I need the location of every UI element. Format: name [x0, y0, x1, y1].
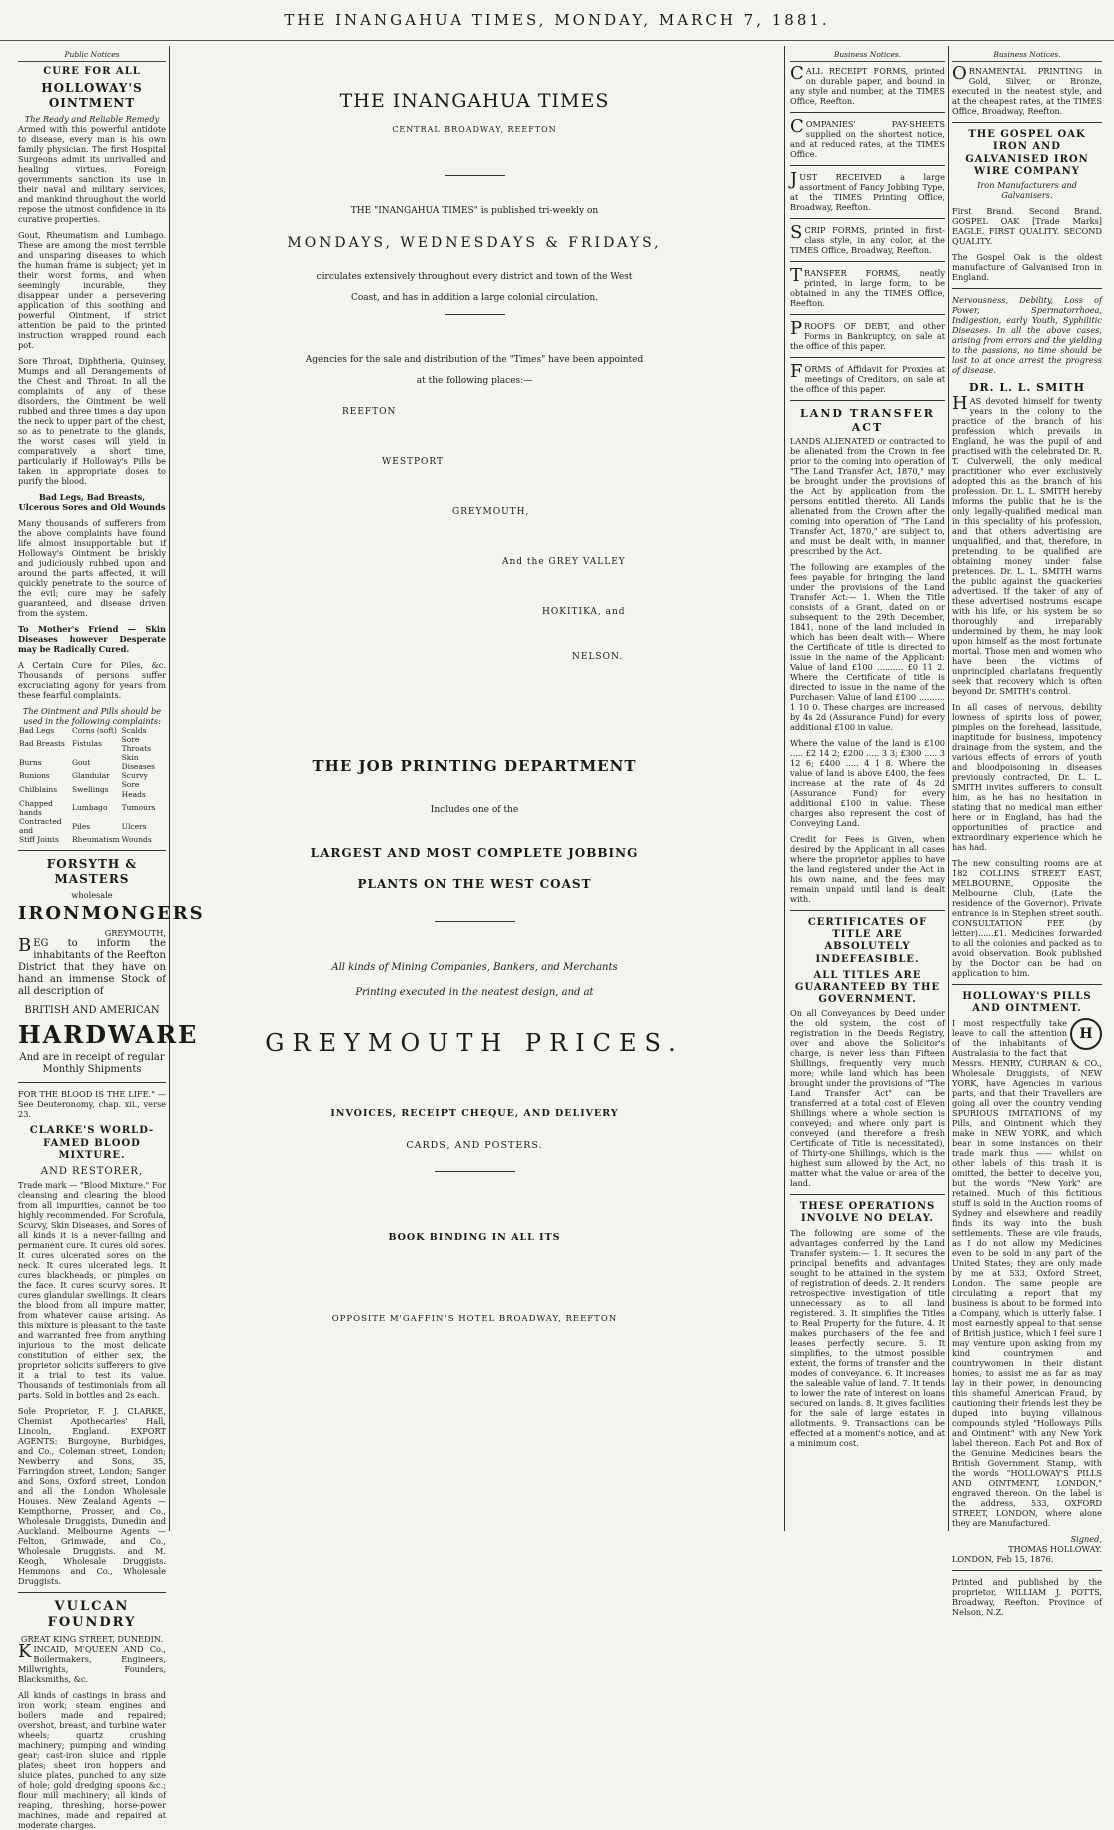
- divider: [18, 1592, 166, 1593]
- clarke-title: CLARKE'S WORLD-FAMED BLOOD MIXTURE.: [29, 1125, 155, 1161]
- divider: [790, 314, 945, 315]
- divider: [790, 165, 945, 166]
- holloway-title: HOLLOWAY'S OINTMENT: [41, 81, 143, 110]
- holloway-notice-body: H I most respectfully take leave to call the attention of the inhabitants of Australasia to the fact that Messrs. HENRY, CURRAN & CO., Wholesale Druggists, of NEW YORK, have Agencies in various parts, and that their Travellers are going all over the country vending SPURIOUS IMITATIONS of my Pills, and Ointment which they make in NEW YORK, and which bear in some instances on their trade mark thus —— whilst on other labels of this trash it is omitted, the better to deceive you, but the words "New York" are retained. Much of this fictitious stuff is sold in the Auction rooms of Sydney and elsewhere and readily finds its way into the bush settlements. These are vile frauds, as I do not allow my Medicines even to be sold in any part of the United States; they are only made by me at 533, Oxford Street, London. The same people are circulating a report that my business is about to be formed into a Company, which is utterly false. I most earnestly appeal to that sense of British justice, which I feel sure I may venture upon asking from my kind countrymen and countrywomen in their distant homes, to assist me as far as may lay in their power, in denouncing this shameful American Fraud, by cautioning their friends lest they be duped into buying villainous compounds styled "Holloways Pills and Ointment" with any New York label thereon. Each Pot and Box of the Genuine Medicines bears the British Government Stamp, with the words "HOLLOWAY'S PILLS AND OINTMENT, LONDON," engraved thereon. On the label is the address, 533, OXFORD STREET, LONDON, where alone they are Manufactured.: [952, 1017, 1102, 1528]
- gospel-oak-sub: Iron Manufacturers and Galvanisers.: [977, 179, 1077, 200]
- clarke-agents: Sole Proprietor, F. J. CLARKE, Chemist Apothecaries' Hall, Lincoln, England. EXPORT AGENTS: Burgoyne, Burbidges, and Co., Coleman street, London; Newberry and Sons, 35, Farringdon street, London; Sanger and Sons, Oxford street, London and all the London Wholesale Houses. New Zealand Agents — Kempthorne, Prosser, and Co., Wholesale Druggists, Dunedin and Auckland. Melbourne Agents — Felton, Grimwade, and Co., Wholesale Druggists. and M. Keogh, Wholesale Druggists. Hemmons and Co., Wholesale Druggists.: [18, 1406, 166, 1587]
- table-row: Chapped hands Lumbago Tumours: [19, 798, 156, 817]
- agency-line: Agencies for the sale and distribution of the "Times" have been appointed: [305, 354, 644, 365]
- holloway-body: Sore Throat, Diphtheria, Quinsey, Mumps and all Derangements of the Chest and Throat. In all the complaints of any of these disorders, the Ointment be well rubbed and three times a day upon the neck to upper part of the chest, so as to penetrate to the glands, the worst cases will yield in comparatively a short time, particularly if Holloway's Pills be taken in appropriate doses to purify the blood.: [18, 355, 166, 486]
- job-printing-title: THE JOB PRINTING DEPARTMENT: [312, 756, 637, 775]
- place-item: REEFTON: [342, 406, 397, 417]
- forsyth-british: BRITISH AND AMERICAN: [24, 1004, 160, 1016]
- holloway-list-title: The Ointment and Pills should be used in the following complaints:: [22, 705, 162, 726]
- complaints-table: [18, 726, 166, 845]
- notice-proofs: PROOFS OF DEBT, and other Forms in Bankruptcy, on sale at the office of this paper.: [790, 318, 945, 352]
- land-transfer-title: LAND TRANSFER ACT: [800, 407, 935, 434]
- publication-days: MONDAYS, WEDNESDAYS & FRIDAYS,: [287, 234, 662, 251]
- holloway-body: Many thousands of sufferers from the above complaints have found life almost insupportable but if Holloway's Ointment be briskly and judiciously rubbed upon and around the parts affected, it will quickly penetrate to the source of the evil; cure may be safely guaranteed, and disease driven from the system.: [18, 517, 166, 618]
- column-rule: [948, 46, 949, 1531]
- table-row: Bad Breasts Fistulas Sore Throats: [19, 734, 151, 753]
- divider: [18, 850, 166, 851]
- doctor-body-2: In all cases of nervous, debility lowness of spirits loss of power, pimples on the forehead, lassitude, inaptitude for business, impotency drainage from the system, and the various effects of errors of youth and bloodpoisoning in diseases previously contracted, Dr. L. L. SMITH invites sufferers to consult him, as he has no hesitation in stating that no medical man either here or in England, has had the opportunities of practice and extraordinary experience which he has had.: [952, 702, 1102, 853]
- holloway-body: Armed with this powerful antidote to disease, every man is his own family physician. The first Hospital Surgeons admit its unrivalled and healing virtues. Foreign governments sanction its use in their naval and military services, and mankind throughout the world repose the utmost confidence in its curative properties.: [18, 123, 166, 224]
- doctor-body: HAS devoted himself for twenty years in the colony to the practice of the branch of his profession which prevails in England, he was the pupil of and practised with the celebrated Dr. R. T. Culverwell, the only medical practitioner who ever exclusively adopted this as the branch of his profession. Dr. L. L. SMITH hereby informs the public that he is the only legally-qualified medical man in this speciality of his profession, and that others advertising are unqualified, and that, therefore, in pretending to be qualified are obtaining money under false pretences. Dr. L. L. SMITH warns the public against the quackeries advertised. If the taker of any of these advertised nostrums escape with his life, or his system be so thoroughly and irreparably undermined by them, he may look upon himself as the most fortunate mortal. Those men and women who have been the victims of unprincipled charlatans frequently seek that recovery which is often beyond Dr. SMITH's control.: [952, 393, 1102, 697]
- column-rule: [784, 46, 785, 1531]
- blood-intro: FOR THE BLOOD IS THE LIFE." — See Deuteronomy, chap. xii., verse 23.: [18, 1089, 166, 1120]
- publication-line: THE "INANGAHUA TIMES" is published tri-weekly on: [350, 205, 599, 216]
- mining-line: All kinds of Mining Companies, Bankers, and Merchants: [331, 962, 618, 974]
- holloway-name: THOMAS HOLLOWAY.: [1008, 1543, 1102, 1554]
- guarantee-body: On all Conveyances by Deed under the old system, the cost of registration in the Deeds Registry, over and above the Solicitor's charge, is never less than Fifteen Shillings, frequently very much more; while land which has been brought under the provisions of "The Land Transfer Act" can be transferred at a total cost of Eleven Shillings where a whole section is conveyed; and where only part is conveyed (and therefore a fresh Certificate of Title is necessitated), of Thirty-one Shillings, which is the highest sum allowed by the Act, no matter what the value or area of the land.: [790, 1008, 945, 1189]
- circulation-line-2: Coast, and has in addition a large colonial circulation.: [350, 292, 599, 303]
- divider: [952, 984, 1102, 985]
- land-transfer-credit: Credit for Fees is Given, when desired by the Applicant in all cases where the proprietor applies to have the land registered under the Act in his own name, and the fees may remain unpaid until land is dealt with.: [790, 833, 945, 904]
- circulation-line: circulates extensively throughout every district and town of the West: [316, 271, 633, 282]
- divider: [790, 400, 945, 401]
- land-transfer-body: LANDS ALIENATED or contracted to be alienated from the Crown in fee prior to the coming into operation of "The Land Transfer Act, 1870," may be brought under the provisions of the Act by application from the persons entitled thereto. All Lands alienated from the Crown after the coming into operation of "The Land Transfer Act, 1870," are subject to, and must be dealt with, in manner prescribed by the Act.: [790, 435, 945, 556]
- running-head: THE INANGAHUA TIMES, MONDAY, MARCH 7, 1881.: [0, 0, 1114, 41]
- notice-companies: COMPANIES' PAY-SHEETS supplied on the shortest notice, and at reduced rates, at the TIMES Office.: [790, 116, 945, 160]
- vulcan-title: VULCAN FOUNDRY: [47, 1599, 137, 1630]
- divider: [790, 910, 945, 911]
- delay-body: The following are some of the advantages conferred by the Land Transfer system:— 1. It secures the principal benefits and advantages sought to be attained in the system of registration of deeds. 2. It renders retrospective investigation of title unnecessary as to all land registered. 3. It simplifies the Titles to Real Property for the future. 4. It makes purchasers of the fee and leases perfectly secure. 5. It simplifies, to the utmost possible extent, the forms of transfer and the modes of conveyance. 6. It increases the saleable value of land. 7. It tends to lower the rate of interest on loans secured on lands. 8. It gives facilities for the sale of large estates in allotments. 9. Transactions can be effected at a moment's notice, and at a minimum cost.: [790, 1227, 945, 1448]
- nervous-notice: Nervousness, Debility, Loss of Power, Spermatorrhoea, Indigestion, early Youth, Syphilitic Diseases. In all the above cases, arising from errors and the yielding to the passions, no time should be lost to at once arrest the progress of disease.: [952, 294, 1102, 375]
- kincaid-title: KINCAID, M'QUEEN AND Co., Boilermakers, Engineers, Millwrights, Founders, Blacksmiths, &c.: [18, 1640, 166, 1684]
- place-item: And the GREY VALLEY: [502, 556, 626, 567]
- divider: [445, 314, 505, 315]
- divider: [790, 357, 945, 358]
- holloway-date: LONDON, Feb 15, 1876.: [952, 1553, 1054, 1564]
- cards-line: CARDS, AND POSTERS.: [406, 1139, 543, 1151]
- holloway-body: A Certain Cure for Piles, &c. Thousands of persons suffer excruciating agony for years from these fearful complaints.: [18, 659, 166, 700]
- middle-column: [172, 50, 777, 1529]
- right-column-2: [952, 50, 1102, 1617]
- divider: [445, 175, 505, 176]
- holloway-trademark-icon: H: [1070, 1018, 1102, 1050]
- binding-line: BOOK BINDING IN ALL ITS: [388, 1232, 561, 1244]
- doctor-consult: The new consulting rooms are at 182 COLLINS STREET EAST, MELBOURNE, Opposite the Melbourne Club, (Late the residence of the Governor). Private entrance is in Stephen street south. CONSULTATION FEE (by letter)......£1. Medicines forwarded to all the colonies and packed as to avoid observation. Book published by the Doctor can be had on application to him.: [952, 858, 1102, 979]
- kincaid-body: All kinds of castings in brass and iron work; steam engines and boilers made and repaired; overshot, breast, and turbine water wheels; quartz crushing machinery; pumping and winding gear; cast-iron sluice and ripple plates; sheet iron hoppers and sluice plates, punched to any size of hole; gold dredging spoons &c.; flour mill machinery; all kinds of reaping, threshing, horse-power machines, made and repaired at moderate charges.: [18, 1689, 166, 1830]
- notice-ornamental: ORNAMENTAL PRINTING in Gold, Silver, or Bronze, executed in the neatest style, and at the cheapest rates, at the TIMES Office, Broadway, Reefton.: [952, 63, 1102, 117]
- divider: [952, 288, 1102, 289]
- place-item: NELSON.: [572, 651, 624, 662]
- job-printing-largest: LARGEST AND MOST COMPLETE JOBBING: [310, 846, 639, 861]
- left-column: [18, 50, 205, 1830]
- holloway-notice-title: HOLLOWAY'S PILLS AND OINTMENT.: [962, 991, 1092, 1015]
- delay-title: THESE OPERATIONS INVOLVE NO DELAY.: [799, 1201, 936, 1225]
- land-transfer-fees-more: Where the value of the land is £100 ..... £2 14 2; £200 ..... 3 3; £300 ..... 3 12 6; £400 ..... 4 1 8. Where the value of land is above £400, the fees increase at the rate of 4s 2d (Assurance Fund) for every additional £100 in value. These charges also represent the cost of Conveying Land.: [790, 737, 945, 828]
- cure-heading: CURE FOR ALL: [43, 66, 141, 78]
- greymouth-prices: GREYMOUTH PRICES.: [265, 1028, 684, 1057]
- table-row: Bad Legs Corns (soft) Scalds: [19, 725, 147, 735]
- places-list: [172, 397, 777, 667]
- table-row: Bunions Glandular Scurvy: [19, 771, 148, 781]
- invoices-line: INVOICES, RECEIPT CHEQUE, AND DELIVERY: [330, 1108, 619, 1119]
- masthead-title: THE INANGAHUA TIMES: [339, 90, 610, 112]
- gospel-oak-brands: First Brand. Second Brand. GOSPEL OAK [Trade Marks] EAGLE. FIRST QUALITY. SECOND QUALITY.: [952, 205, 1102, 246]
- place-item: GREYMOUTH,: [452, 506, 530, 517]
- gospel-oak-note: The Gospel Oak is the oldest manufacture of Galvanised Iron in England.: [952, 251, 1102, 282]
- divider: [952, 122, 1102, 123]
- forsyth-wholesale: wholesale: [71, 889, 113, 900]
- section-header: Public Notices: [18, 50, 166, 62]
- section-header: Business Notices.: [952, 50, 1102, 62]
- clarke-body: Trade mark — "Blood Mixture." For cleansing and clearing the blood from all impurities, cannot be too highly recommended. For Scrofula, Scurvy, Skin Diseases, and Sores of all kinds it is a never-failing and permanent cure. It cures old sores. It cures ulcerated sores on the neck. It cures ulcerated legs. It cures blackheads, or pimples on the face. It cures scurvy sores. It cures glandular swellings. It clears the blood from all impure matter, from whatever cause arising. As this mixture is pleasant to the taste and warranted free from anything injurious to the most delicate constitution of either sex, the proprietor solicits sufferers to give it a trial to test its value. Thousands of testimonials from all parts. Sold in bottles and 2s each.: [18, 1180, 166, 1401]
- divider: [18, 1082, 166, 1083]
- imprint: Printed and published by the proprietor, WILLIAM J. POTTS, Broadway, Reefton. Province of Nelson, N.Z.: [952, 1576, 1102, 1617]
- notice-transfer: TRANSFER FORMS, neatly printed, in large form, to be obtained in any the TIMES Office, Reefton.: [790, 265, 945, 309]
- divider: [952, 1570, 1102, 1571]
- holloway-body: To Mother's Friend — Skin Diseases however Desperate may be Radically Cured.: [18, 623, 166, 654]
- divider: [790, 112, 945, 113]
- forsyth-monthly: And are in receipt of regular Monthly Shipments: [19, 1052, 165, 1076]
- table-row: Contracted and Piles Ulcers: [19, 816, 147, 836]
- vulcan-address: GREAT KING STREET, DUNEDIN.: [20, 1633, 164, 1644]
- doctor-title: DR. L. L. SMITH: [969, 380, 1085, 394]
- notice-affidavit: FORMS of Affidavit for Proxies at meetings of Creditors, on sale at the office of this paper.: [790, 361, 945, 395]
- place-item: HOKITIKA, and: [542, 606, 626, 617]
- forsyth-title: FORSYTH & MASTERS: [46, 857, 138, 887]
- divider: [435, 1171, 515, 1172]
- printing-line: Printing executed in the neatest design, and at: [355, 986, 594, 998]
- hardware-title: HARDWARE: [18, 1019, 199, 1049]
- divider: [435, 921, 515, 922]
- divider: [790, 261, 945, 262]
- forsyth-body: BEG to inform the inhabitants of the Reefton District that they have on hand an immense Stock of all description of: [18, 934, 166, 998]
- table-row: Stiff Joints Rheumatism Wounds: [19, 835, 152, 845]
- divider: [790, 1194, 945, 1195]
- table-row: Burns Gout Skin Diseases: [19, 753, 155, 772]
- agency-line-2: at the following places:—: [416, 375, 533, 386]
- job-printing-plants: PLANTS ON THE WEST COAST: [357, 876, 592, 891]
- land-transfer-fees: The following are examples of the fees payable for bringing the land under the provisions of the Land Transfer Act:— 1. When the Title consists of a Grant, dated on or subsequent to the 29th December, 1841, none of the land included in which has been dealt with— Where the Certificate of title is directed to issue in the name of the Applicant: Value of land £100 .......... £0 11 2. Where the Certificate of title is directed to issue in the name of the Purchaser: Value of land £100 .......... 1 10 0. These charges are increased by 4s 2d (Assurance Fund) for every additional £100 in value.: [790, 561, 945, 732]
- clarke-restorer: AND RESTORER,: [40, 1165, 144, 1177]
- masthead-address: CENTRAL BROADWAY, REEFTON: [392, 125, 557, 135]
- office-address: OPPOSITE M'GAFFIN'S HOTEL BROADWAY, REEFTON: [331, 1313, 618, 1324]
- forsyth-town: GREYMOUTH,: [104, 927, 166, 938]
- notice-fancy-type: JUST RECEIVED a large assortment of Fancy Jobbing Type, at the TIMES Printing Office, Broadway, Reefton.: [790, 169, 945, 213]
- divider: [790, 218, 945, 219]
- gospel-oak-title: THE GOSPEL OAK IRON AND GALVANISED IRON WIRE COMPANY: [965, 129, 1089, 177]
- ironmongers-title: IRONMONGERS: [18, 902, 205, 924]
- column-rule: [169, 46, 170, 1531]
- right-column-1: [790, 50, 945, 1529]
- holloway-signed: Signed,: [1070, 1533, 1102, 1544]
- holloway-body: Bad Legs, Bad Breasts, Ulcerous Sores and Old Wounds: [18, 491, 166, 512]
- certificates-title: CERTIFICATES OF TITLE ARE ABSOLUTELY INDEFEASIBLE.: [807, 916, 928, 965]
- section-header: Business Notices.: [790, 50, 945, 62]
- job-printing-includes: Includes one of the: [430, 805, 519, 816]
- notice-scrip: SCRIP FORMS, printed in first-class style, in any color, at the TIMES Office, Broadway, Reefton.: [790, 222, 945, 256]
- holloway-body: Gout, Rheumatism and Lumbago. These are among the most terrible and unsparing diseases to which the human frame is subject; yet in their worst forms, and when seemingly incurable, they disappear under a persevering application of this soothing and powerful Ointment, if strict attention be paid to the printed instruction wrapped round each pot.: [18, 229, 166, 350]
- notice-receipt: CALL RECEIPT FORMS, printed on durable paper, and bound in any style and number, at the TIMES Office, Reefton.: [790, 63, 945, 107]
- guarantee-title: ALL TITLES ARE GUARANTEED BY THE GOVERNMENT.: [794, 969, 941, 1006]
- place-item: WESTPORT: [382, 456, 445, 467]
- holloway-sub: The Ready and Reliable Remedy: [24, 113, 160, 124]
- table-row: Chilblains Swellings Sore Heads: [19, 780, 146, 799]
